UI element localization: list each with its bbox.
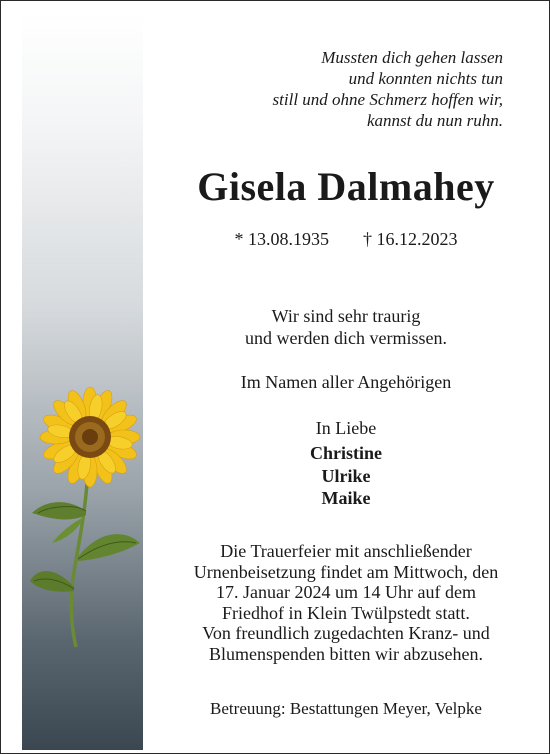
poem-line: still und ohne Schmerz hoffen wir, [272,90,503,109]
mourner-name: Christine [310,443,382,463]
mourner-name: Maike [321,488,371,508]
mourner-name: Ulrike [321,465,371,486]
mourning-text [151,305,541,349]
ceremony-line: 17. Januar 2024 um 14 Uhr auf dem [216,582,476,602]
birth-date: * 13.08.1935 [234,229,329,249]
ceremony-line: Blumenspenden bitten wir abzusehen. [209,643,483,664]
death-date: † 16.12.2023 [363,229,458,249]
ceremony-text [151,541,541,664]
love-text: In Liebe [315,418,377,438]
sunflower-image [26,385,146,655]
life-dates [151,229,541,250]
poem-line: und konnten nichts tun [348,69,503,88]
family-text: Im Namen aller Angehörigen [240,372,452,392]
mourning-line: Wir sind sehr traurig [271,306,421,326]
poem-line: Mussten dich gehen lassen [321,48,503,67]
deceased-name: Gisela Dalmahey [197,164,495,209]
mourner-names [151,442,541,510]
funeral-home-credit: Betreuung: Bestattungen Meyer, Velpke [210,699,482,718]
poem-verse [183,47,503,131]
ceremony-line: Friedhof in Klein Twülpstedt statt. [222,602,470,623]
poem-line: kannst du nun ruhn. [367,111,503,130]
ceremony-line: Die Trauerfeier mit anschließender [220,541,472,561]
ceremony-line: Urnenbeisetzung findet am Mittwoch, den [193,561,499,582]
mourning-line: und werden dich vermissen. [245,328,447,348]
ceremony-line: Von freundlich zugedachten Kranz- und [202,623,490,643]
